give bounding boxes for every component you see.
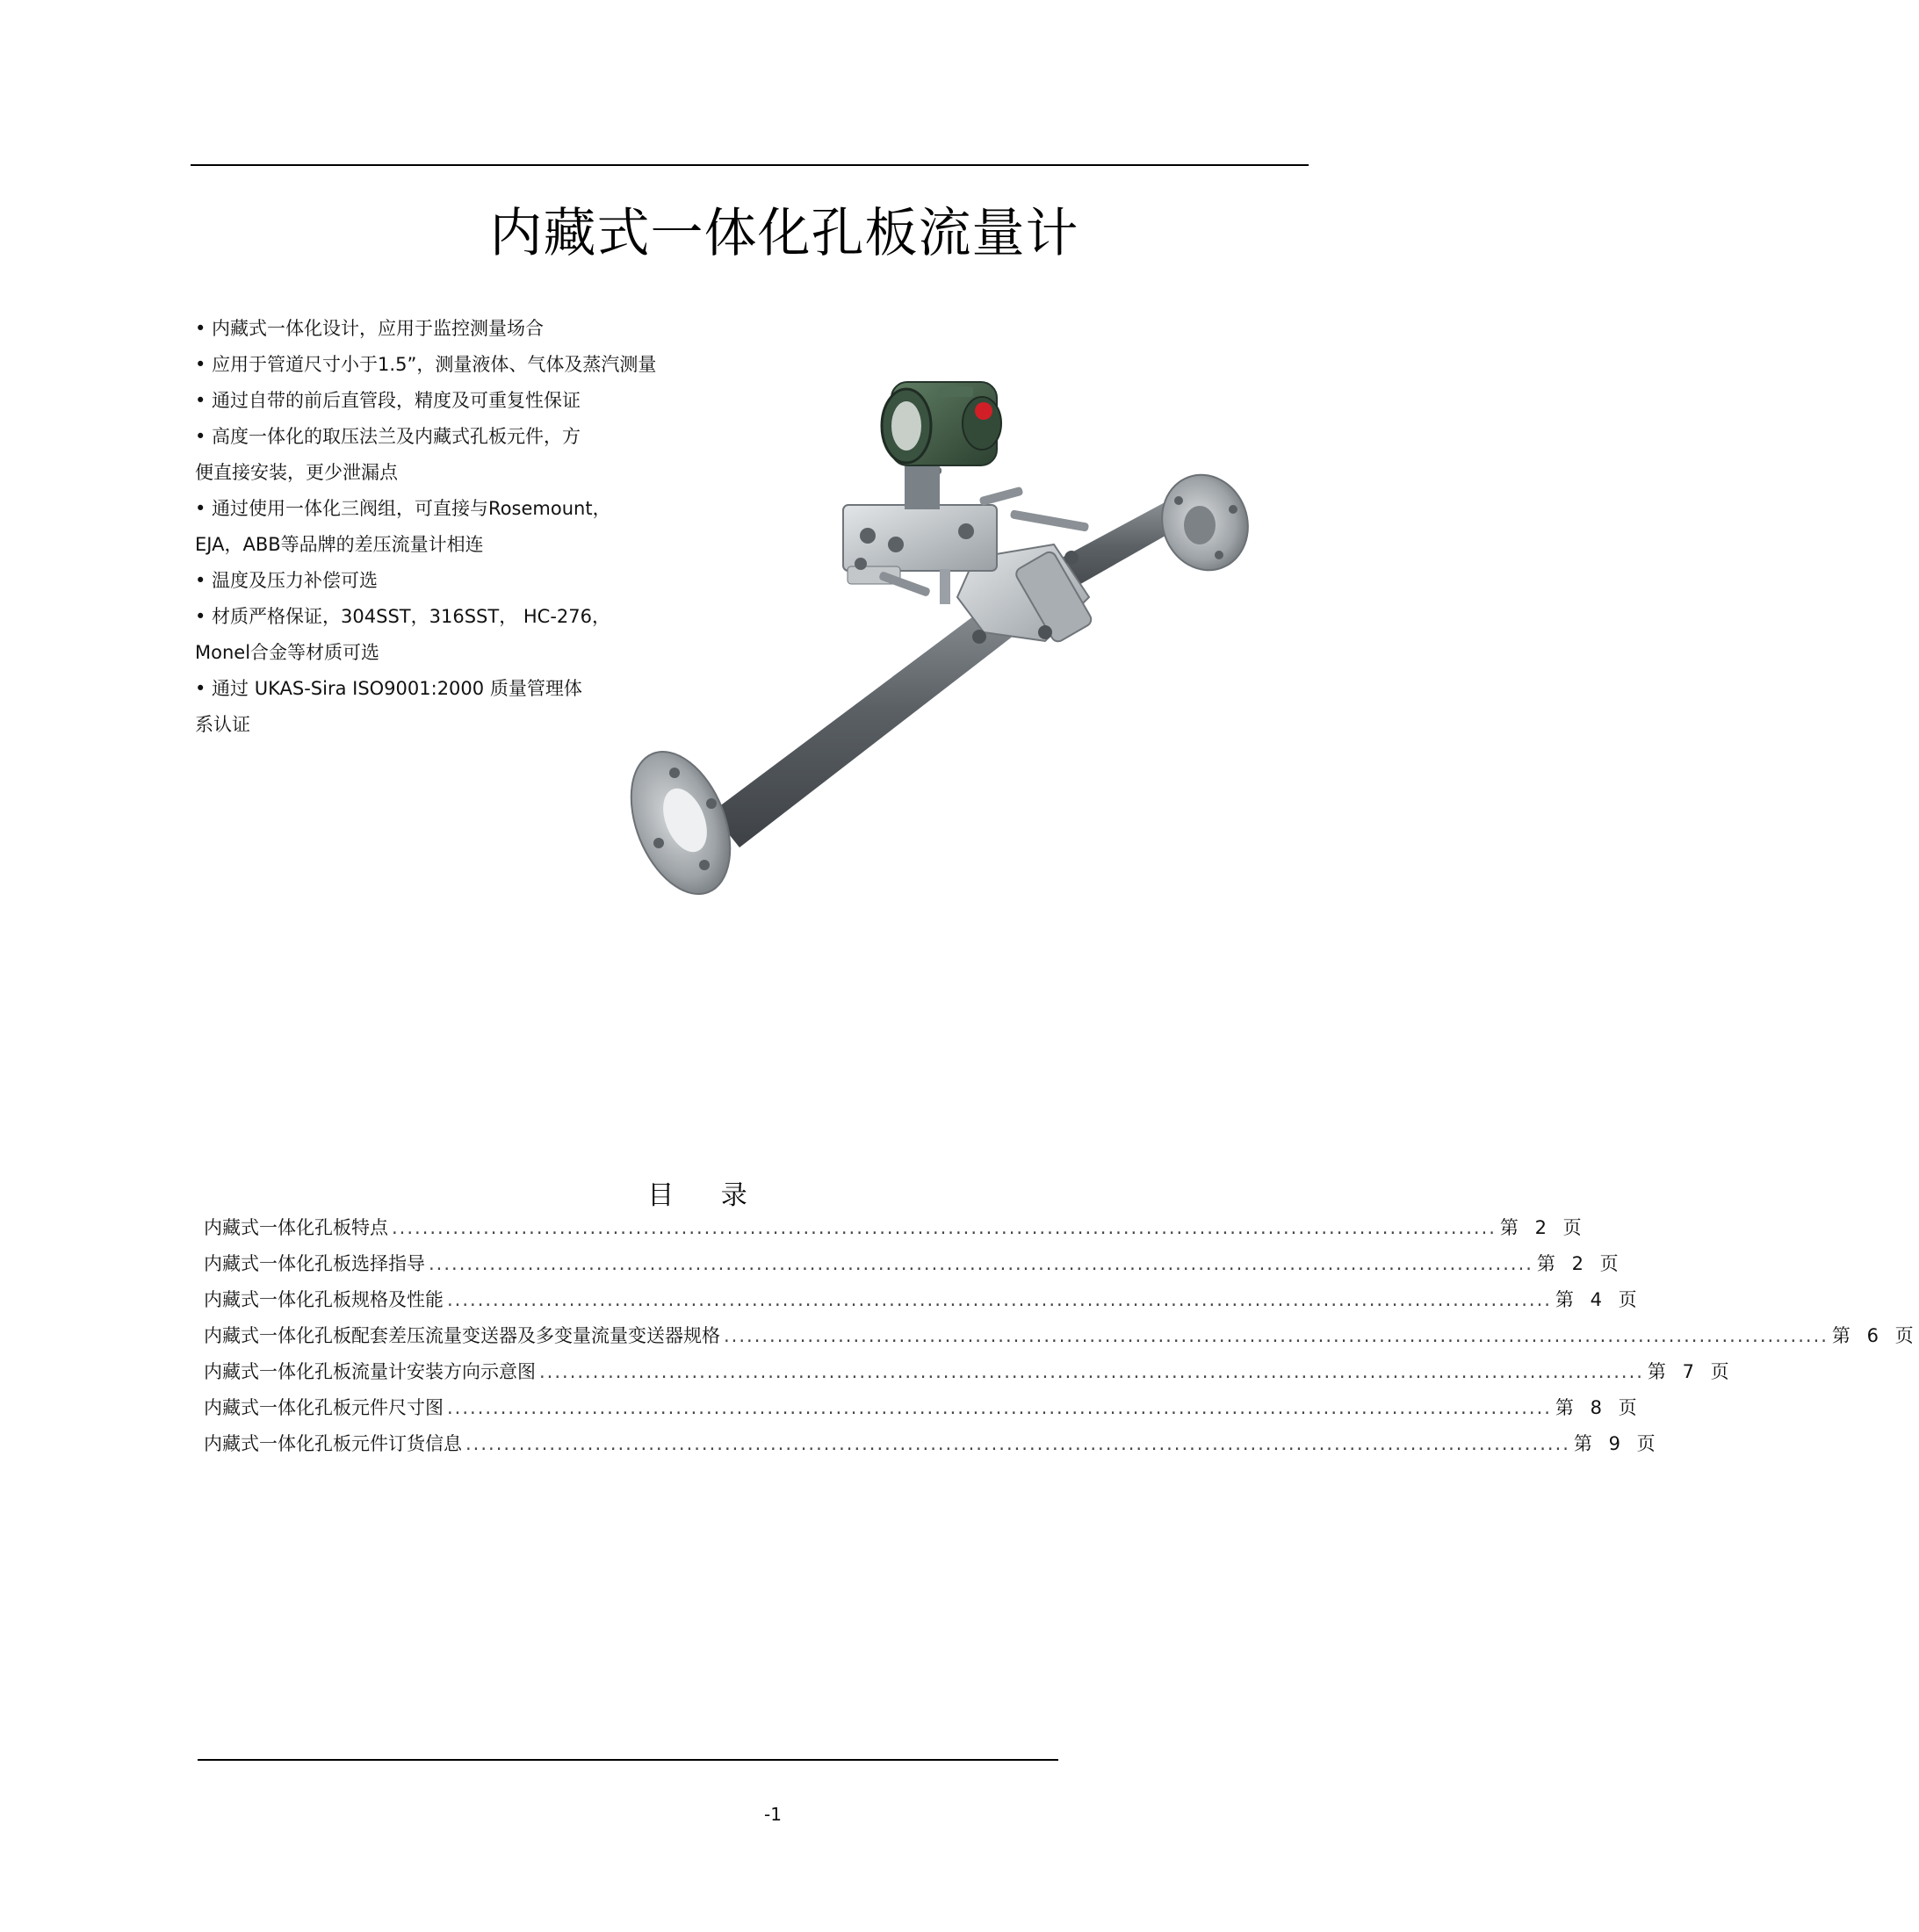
feature-line: • 温度及压力补偿可选 bbox=[195, 570, 379, 591]
toc-leader-dots: ................................................................................................................................................. bbox=[392, 1217, 1497, 1238]
toc-leader-dots: ................................................................................................................................................. bbox=[465, 1433, 1570, 1454]
feature-line: 系认证 bbox=[195, 714, 250, 735]
feature-line: • 通过使用一体化三阀组，可直接与Rosemount， bbox=[195, 498, 611, 519]
feature-list bbox=[195, 311, 657, 743]
toc-entry-page: 第 8 页 bbox=[1555, 1397, 1642, 1418]
toc-entry[interactable] bbox=[204, 1318, 1919, 1354]
top-rule bbox=[191, 164, 1309, 166]
toc-entry-page: 第 4 页 bbox=[1555, 1289, 1642, 1310]
toc-entry-label: 内藏式一体化孔板配套差压流量变送器及多变量流量变送器规格 bbox=[204, 1325, 720, 1346]
feature-line: • 材质严格保证，304SST，316SST， HC-276， bbox=[195, 606, 610, 627]
toc-entry-label: 内藏式一体化孔板选择指导 bbox=[204, 1253, 425, 1274]
toc-entry-label: 内藏式一体化孔板规格及性能 bbox=[204, 1289, 444, 1310]
toc-entry[interactable] bbox=[204, 1390, 1642, 1426]
toc-entry-page: 第 6 页 bbox=[1831, 1325, 1919, 1346]
toc-entry-page: 第 2 页 bbox=[1536, 1253, 1624, 1274]
feature-line: • 高度一体化的取压法兰及内藏式孔板元件，方 bbox=[195, 426, 581, 447]
toc-entry-page: 第 9 页 bbox=[1573, 1433, 1661, 1454]
feature-line: Monel合金等材质可选 bbox=[195, 642, 380, 663]
toc-entry[interactable] bbox=[204, 1354, 1735, 1390]
toc-leader-dots: ................................................................................................................................................. bbox=[724, 1325, 1829, 1346]
toc-leader-dots: ................................................................................................................................................. bbox=[447, 1397, 1552, 1418]
toc-entry[interactable] bbox=[204, 1246, 1624, 1282]
toc-entry-label: 内藏式一体化孔板元件订货信息 bbox=[204, 1433, 462, 1454]
toc-entry-page: 第 7 页 bbox=[1647, 1361, 1735, 1382]
feature-line: • 通过 UKAS-Sira ISO9001:2000 质量管理体 bbox=[195, 678, 582, 699]
feature-line: • 内藏式一体化设计，应用于监控测量场合 bbox=[195, 318, 545, 339]
flowmeter-product-photo bbox=[632, 369, 1300, 913]
toc-leader-dots: ................................................................................................................................................. bbox=[429, 1253, 1533, 1274]
bottom-rule bbox=[198, 1759, 1058, 1761]
toc-leader-dots: ................................................................................................................................................. bbox=[539, 1361, 1644, 1382]
toc-entry-label: 内藏式一体化孔板流量计安装方向示意图 bbox=[204, 1361, 536, 1382]
page-number: -1 bbox=[764, 1804, 782, 1825]
toc-title: 目 录 bbox=[647, 1180, 767, 1211]
right-flange bbox=[1149, 463, 1261, 582]
feature-line: • 通过自带的前后直管段，精度及可重复性保证 bbox=[195, 390, 581, 411]
toc-entry-label: 内藏式一体化孔板元件尺寸图 bbox=[204, 1397, 444, 1418]
feature-line: • 应用于管道尺寸小于1.5”，测量液体、气体及蒸汽测量 bbox=[195, 354, 657, 375]
dp-transmitter bbox=[882, 382, 1001, 509]
feature-line: EJA，ABB等品牌的差压流量计相连 bbox=[195, 534, 484, 555]
table-of-contents bbox=[204, 1210, 1919, 1462]
toc-entry[interactable] bbox=[204, 1282, 1642, 1318]
page-title: 内藏式一体化孔板流量计 bbox=[489, 203, 1079, 264]
toc-entry-page: 第 2 页 bbox=[1499, 1217, 1587, 1238]
toc-entry-label: 内藏式一体化孔板特点 bbox=[204, 1217, 388, 1238]
feature-line: 便直接安装，更少泄漏点 bbox=[195, 462, 398, 483]
toc-leader-dots: ................................................................................................................................................. bbox=[447, 1289, 1552, 1310]
toc-entry[interactable] bbox=[204, 1210, 1587, 1246]
toc-entry[interactable] bbox=[204, 1426, 1661, 1462]
